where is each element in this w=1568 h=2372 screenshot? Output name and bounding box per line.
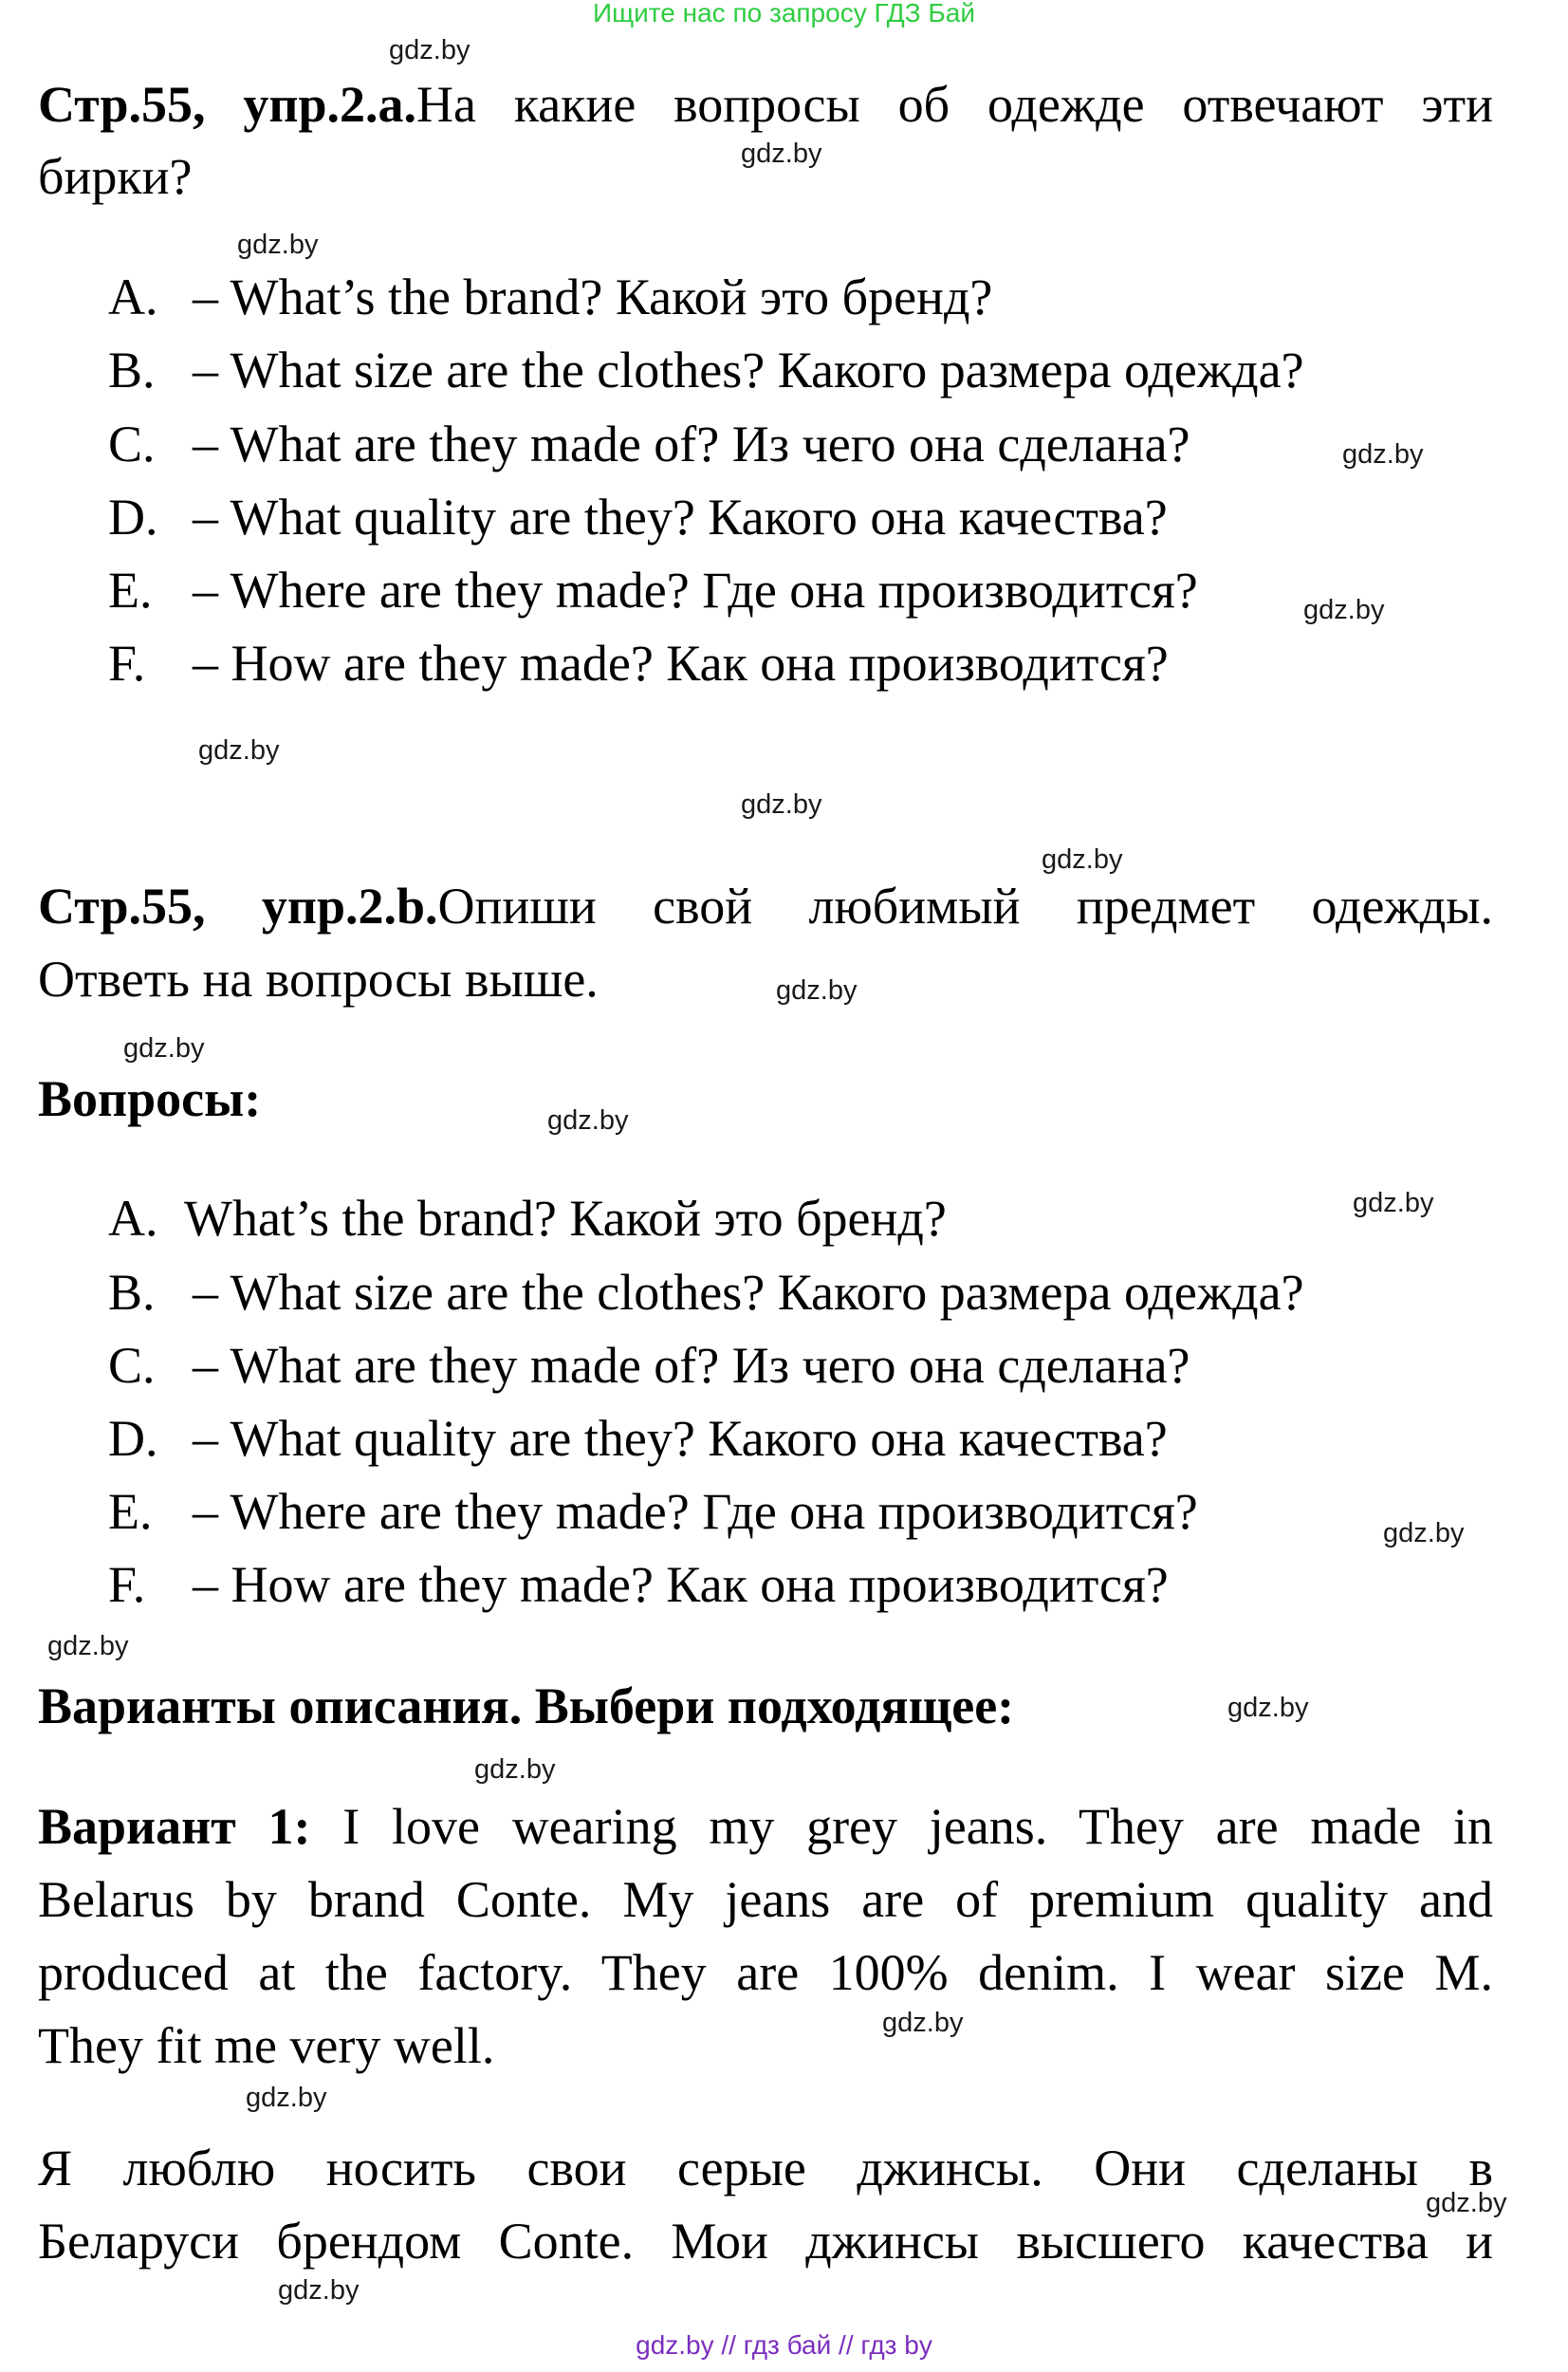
watermark: gdz.by: [47, 1631, 129, 1661]
watermark: gdz.by: [882, 2008, 964, 2038]
section-b-label: Стр.55, упр.2.b.: [38, 878, 438, 935]
item-text: – What are they made of? Из чего она сделана?: [193, 416, 1190, 473]
watermark: gdz.by: [1303, 595, 1385, 625]
variant1-ru-line1: Я люблю носить свои серые джинсы. Они сделаны в: [38, 2140, 1493, 2196]
watermark: gdz.by: [1227, 1693, 1309, 1723]
watermark: gdz.by: [246, 2083, 327, 2113]
item-text: – How are they made? Как она производится?: [193, 635, 1169, 692]
item-letter: E.: [108, 1483, 153, 1540]
item-letter: B.: [108, 342, 156, 398]
top-banner: Ищите нас по запросу ГДЗ Бай: [592, 0, 976, 28]
section-b-prompt-line1: Опиши свой любимый предмет одежды.: [437, 878, 1493, 935]
item-letter: C.: [108, 416, 156, 473]
item-text: – Where are they made? Где она производится?: [193, 1483, 1198, 1540]
watermark: gdz.by: [1426, 2188, 1507, 2218]
watermark: gdz.by: [776, 975, 858, 1006]
variant1-label: Вариант 1:: [38, 1798, 311, 1855]
variant1-en-text: I love wearing my grey jeans. They are made in: [342, 1798, 1493, 1855]
variant1-line2: Belarus by brand Conte. My jeans are of premium quality and: [38, 1871, 1493, 1928]
item-text: – What are they made of? Из чего она сделана?: [193, 1337, 1190, 1394]
item-letter: B.: [108, 1264, 156, 1321]
watermark: gdz.by: [237, 230, 319, 260]
watermark: gdz.by: [1042, 844, 1123, 875]
section-b-prompt-line2: Ответь на вопросы выше.: [38, 951, 599, 1008]
item-letter: D.: [108, 489, 158, 546]
item-letter: D.: [108, 1410, 158, 1467]
watermark: gdz.by: [123, 1033, 205, 1064]
questions-heading: Вопросы:: [38, 1070, 262, 1127]
section-a-prompt-line1: На какие вопросы об одежде отвечают эти: [416, 76, 1493, 133]
variant1-line3: produced at the factory. They are 100% denim. I wear size M.: [38, 1944, 1493, 2001]
item-text: – How are they made? Как она производится?: [193, 1556, 1169, 1613]
item-letter: F.: [108, 1556, 146, 1613]
watermark: gdz.by: [474, 1754, 556, 1785]
watermark: gdz.by: [741, 789, 822, 820]
watermark: gdz.by: [198, 735, 280, 766]
section-b-title-line: [38, 878, 1493, 935]
watermark: gdz.by: [278, 2275, 360, 2306]
watermark: gdz.by: [741, 139, 822, 169]
watermark: gdz.by: [1342, 439, 1424, 470]
item-text: – What size are the clothes? Какого размера одежда?: [193, 1264, 1304, 1321]
section-a-title-line: [38, 76, 1493, 133]
variant1-line1: [38, 1798, 1493, 1855]
watermark: gdz.by: [1383, 1518, 1465, 1548]
item-text: – What quality are they? Какого она качества?: [193, 489, 1168, 546]
item-letter: F.: [108, 635, 146, 692]
item-letter: C.: [108, 1337, 156, 1394]
section-a-prompt-line2: бирки?: [38, 148, 193, 205]
variant1-line4: They fit me very well.: [38, 2017, 495, 2074]
item-text: What’s the brand? Какой это бренд?: [184, 1190, 947, 1247]
item-text: – What size are the clothes? Какого размера одежда?: [193, 342, 1304, 398]
item-letter: E.: [108, 562, 153, 619]
item-text: – What’s the brand? Какой это бренд?: [193, 269, 993, 325]
item-text: – What quality are they? Какого она качества?: [193, 1410, 1168, 1467]
watermark: gdz.by: [389, 35, 470, 65]
item-text: – Where are they made? Где она производится?: [193, 562, 1198, 619]
bottom-footer: gdz.by // гдз бай // гдз by: [636, 2330, 932, 2360]
variants-heading: Варианты описания. Выбери подходящее:: [38, 1677, 1015, 1734]
watermark: gdz.by: [1353, 1188, 1434, 1218]
item-letter: A.: [108, 1190, 158, 1247]
variant1-ru-line2: Беларуси брендом Conte. Мои джинсы высшего качества и: [38, 2213, 1493, 2270]
watermark: gdz.by: [547, 1105, 629, 1136]
section-a-label: Стр.55, упр.2.а.: [38, 76, 416, 133]
item-letter: A.: [108, 269, 158, 325]
